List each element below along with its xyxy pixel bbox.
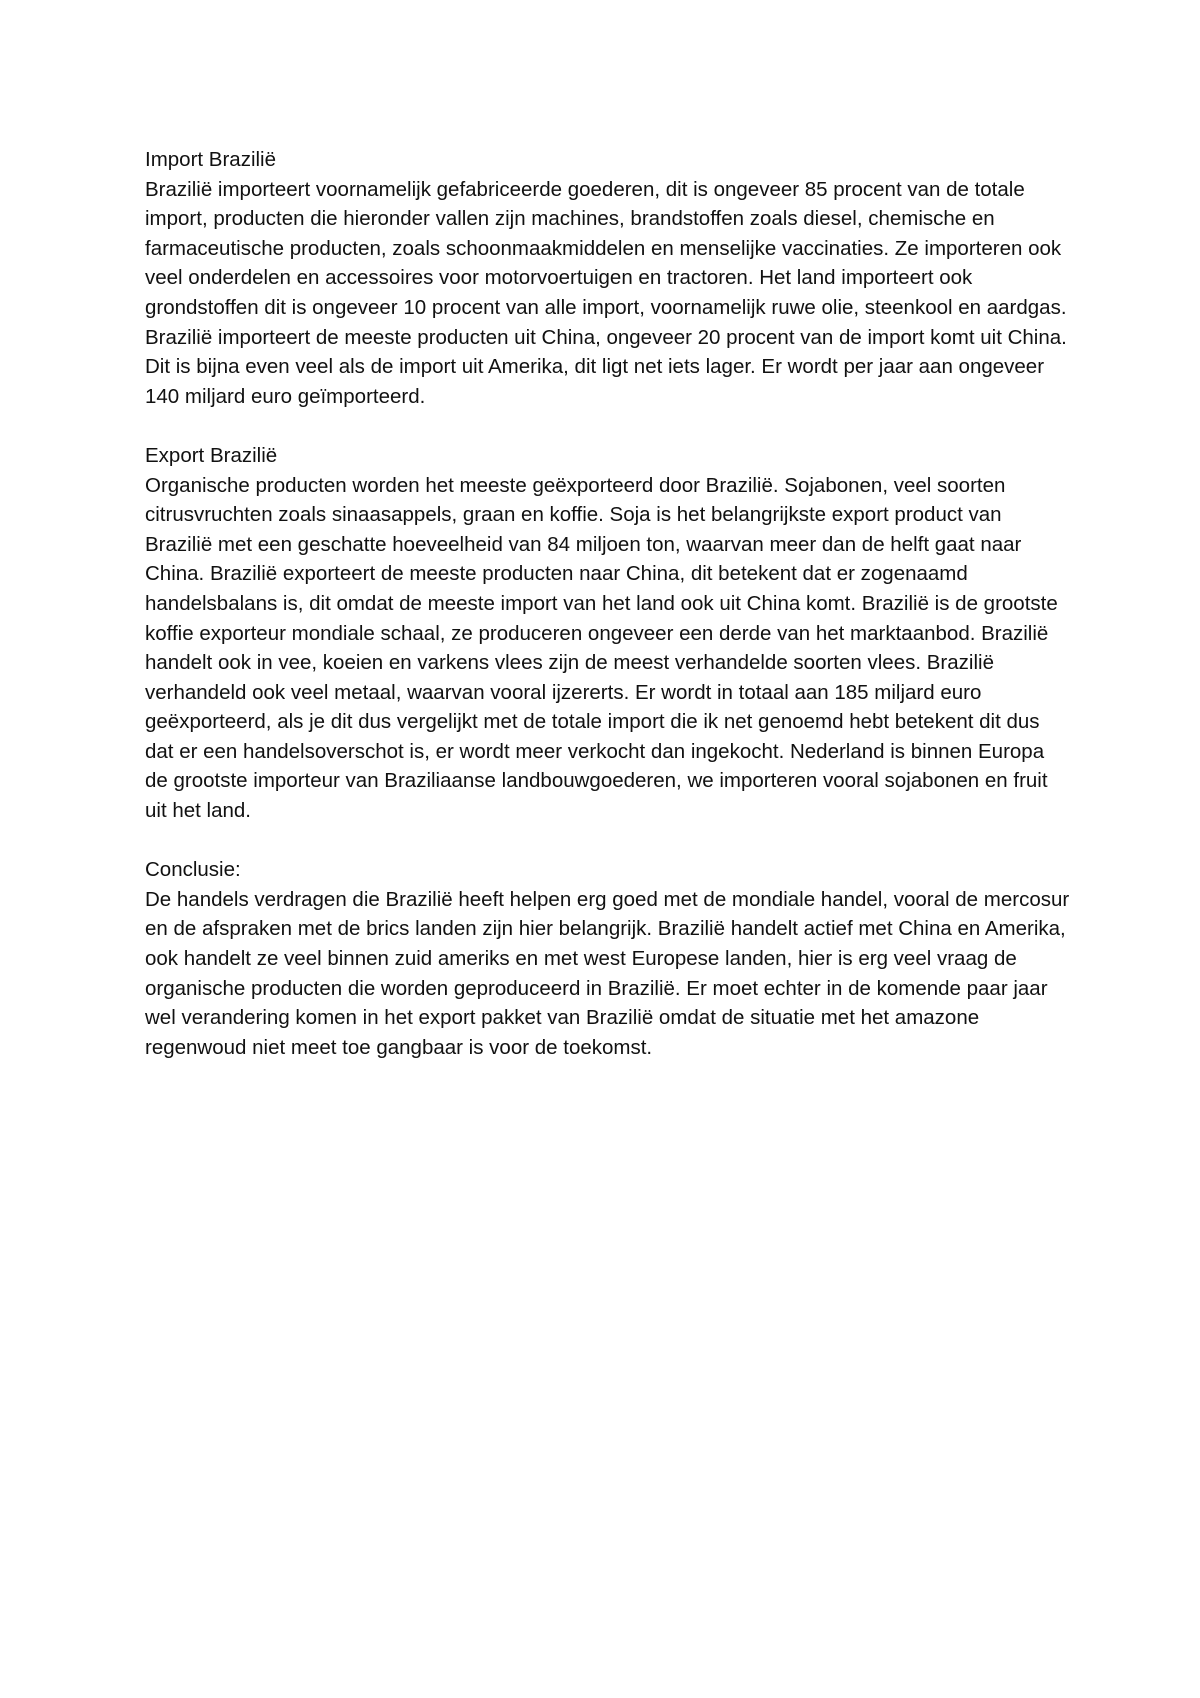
section-export	[145, 441, 1070, 826]
section-paragraph-conclusion: De handels verdragen die Brazilië heeft helpen erg goed met de mondiale handel, vooral de mercosur en de afspraken met de brics landen zijn hier belangrijk. Brazilië handelt actief met China en Amerika, ook handelt ze veel binnen zuid ameriks en met west Europese landen, hier is erg veel vraag de organische producten die worden geproduceerd in Brazilië. Er moet echter in de komende paar jaar wel verandering komen in het export pakket van Brazilië omdat de situatie met het amazone regenwoud niet meet toe gangbaar is voor de toekomst.	[145, 887, 1070, 1059]
section-heading-export: Export Brazilië	[145, 443, 278, 467]
section-heading-import: Import Brazilië	[145, 148, 277, 171]
section-paragraph-import: Brazilië importeert voornamelijk gefabriceerde goederen, dit is ongeveer 85 procent van de totale import, producten die hieronder vallen zijn machines, brandstoffen zoals diesel, chemische en farmaceutische producten, zoals schoonmaakmiddelen en menselijke vaccinaties. Ze importeren ook veel onderdelen en accessoires voor motorvoertuigen en tractoren. Het land importeert ook grondstoffen dit is ongeveer 10 procent van alle import, voornamelijk ruwe olie, steenkool en aardgas. Brazilië importeert de meeste producten uit China, ongeveer 20 procent van de import komt uit China. Dit is bijna even veel als de import uit Amerika, dit ligt net iets lager. Er wordt per jaar aan ongeveer 140 miljard euro geïmporteerd.	[145, 177, 1067, 408]
section-import	[145, 145, 1070, 411]
section-conclusion	[145, 855, 1070, 1062]
section-paragraph-export: Organische producten worden het meeste geëxporteerd door Brazilië. Sojabonen, veel soorten citrusvruchten zoals sinaasappels, graan en koffie. Soja is het belangrijkste export product van Brazilië met een geschatte hoeveelheid van 84 miljoen ton, waarvan meer dan de helft gaat naar China. Brazilië exporteert de meeste producten naar China, dit betekent dat er zogenaamd handelsbalans is, dit omdat de meeste import van het land ook uit China komt. Brazilië is de grootste koffie exporteur mondiale schaal, ze produceren ongeveer een derde van het marktaanbod. Brazilië handelt ook in vee, koeien en varkens vlees zijn de meest verhandelde soorten vlees. Brazilië verhandeld ook veel metaal, waarvan vooral ijzererts. Er wordt in totaal aan 185 miljard euro geëxporteerd, als je dit dus vergelijkt met de totale import die ik net genoemd hebt betekent dit dus dat er een handelsoverschot is, er wordt meer verkocht dan ingekocht. Nederland is binnen Europa de grootste importeur van Braziliaanse landbouwgoederen, we importeren vooral sojabonen en fruit uit het land.	[145, 473, 1058, 823]
document-body	[145, 145, 1070, 1092]
section-heading-conclusion: Conclusie:	[145, 858, 241, 882]
